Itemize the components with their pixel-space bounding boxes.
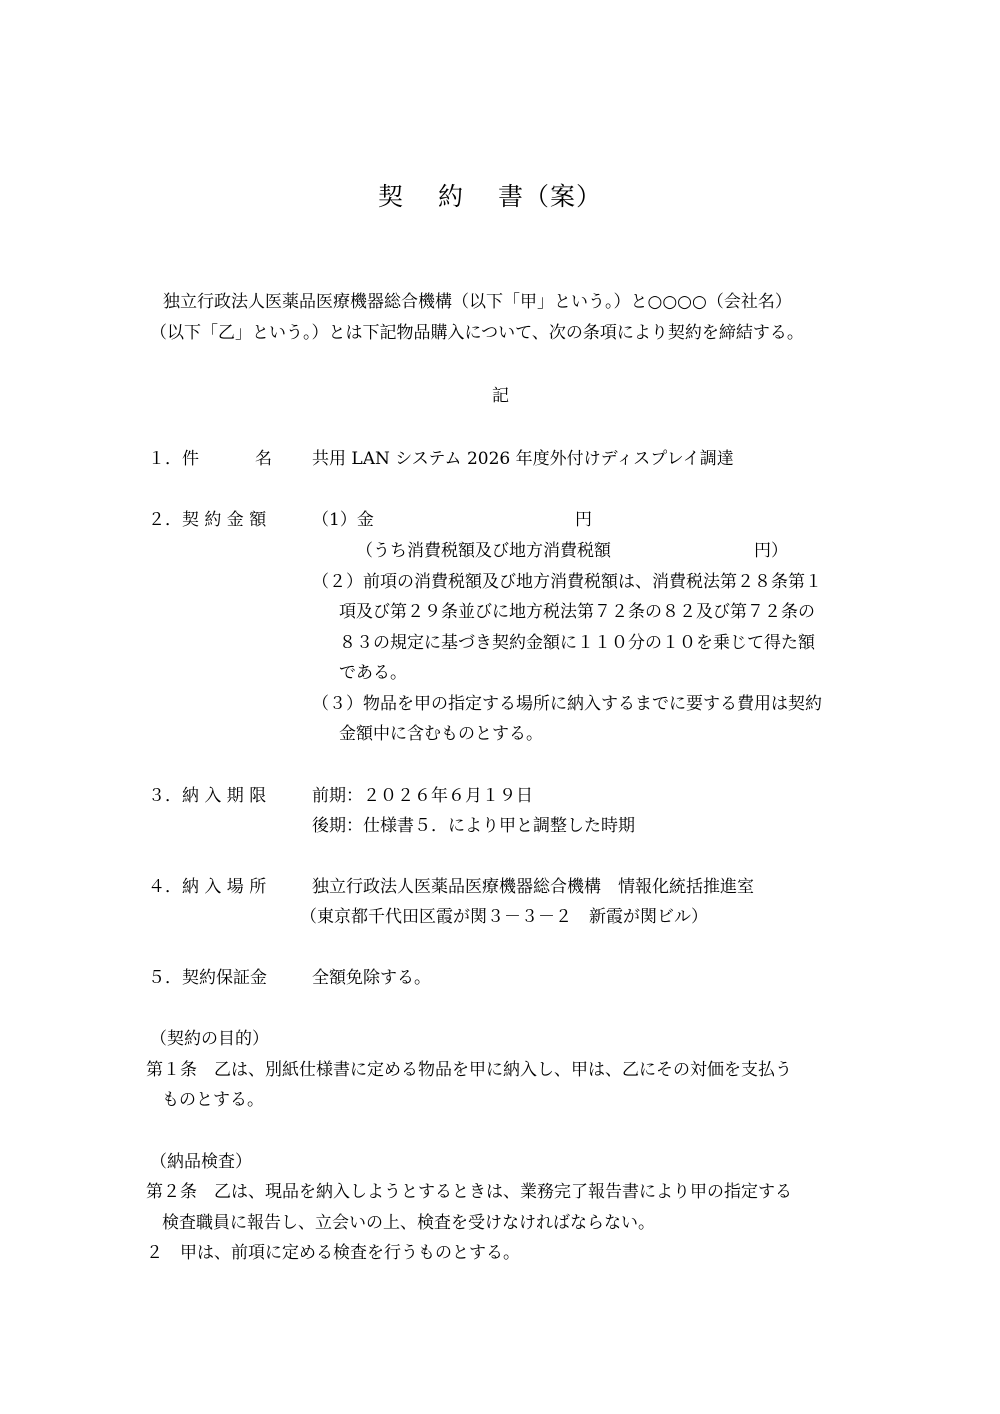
item2-para2-line1: （２）前項の消費税額及び地方消費税額は、消費税法第２８条第１ xyxy=(312,572,822,592)
article2-line2: 検査職員に報告し、立会いの上、検査を受けなければならない。 xyxy=(162,1213,655,1233)
preamble-line-2: （以下「乙」という。）とは下記物品購入について、次の条項により契約を締結する。 xyxy=(150,323,804,343)
article2-line1: 第２条 乙は、現品を納入しようとするときは、業務完了報告書により甲の指定する xyxy=(146,1182,792,1202)
article1-line2: ものとする。 xyxy=(162,1090,264,1110)
article1-heading: （契約の目的） xyxy=(150,1029,269,1049)
delivery-deadline-first: 前期：２０２６年６月１９日 xyxy=(312,786,533,806)
preamble-line-1: 独立行政法人医薬品医療機器総合機構（以下「甲」という。）と○○○○（会社名） xyxy=(163,292,792,312)
item2-para2-line2: 項及び第２９条並びに地方税法第７２条の８２及び第７２条の xyxy=(339,602,815,622)
amount-yen: 円 xyxy=(575,510,592,530)
article2-heading: （納品検査） xyxy=(150,1152,252,1172)
item1-label-b: 名 xyxy=(255,449,272,469)
ki-marker: 記 xyxy=(492,386,509,406)
title-char-3: 書（案） xyxy=(498,182,603,211)
amount-prefix: （1）金 xyxy=(312,510,374,530)
item2-para3-line1: （３）物品を甲の指定する場所に納入するまでに要する費用は契約 xyxy=(312,694,822,714)
delivery-place-line1: 独立行政法人医薬品医療機器総合機構 情報化統括推進室 xyxy=(312,877,754,897)
item3-label: ３．納 入 期 限 xyxy=(148,786,267,806)
item5-value: 全額免除する。 xyxy=(312,968,431,988)
document-title xyxy=(378,184,602,209)
item2-para3-line2: 金額中に含むものとする。 xyxy=(339,724,543,744)
tax-note: （うち消費税額及び地方消費税額 xyxy=(356,541,611,561)
item2-para2-line4: である。 xyxy=(339,663,407,683)
item2-label: ２．契 約 金 額 xyxy=(148,510,267,530)
delivery-deadline-second: 後期：仕様書５．により甲と調整した時期 xyxy=(312,816,635,836)
article1-line1: 第１条 乙は、別紙仕様書に定める物品を甲に納入し、甲は、乙にその対価を支払う xyxy=(146,1060,792,1080)
item2-para2-line3: ８３の規定に基づき契約金額に１１０分の１０を乗じて得た額 xyxy=(339,633,815,653)
item4-label: ４．納 入 場 所 xyxy=(148,877,267,897)
title-char-2: 約 xyxy=(438,182,465,211)
item1-value: 共用 LAN システム 2026 年度外付けディスプレイ調達 xyxy=(312,449,734,469)
title-char-1: 契 xyxy=(378,182,405,211)
tax-yen: 円） xyxy=(754,541,788,561)
delivery-place-line2: （東京都千代田区霞が関３－３－２ 新霞が関ビル） xyxy=(300,907,708,927)
item5-label: ５．契約保証金 xyxy=(148,968,267,988)
article2-para2: ２ 甲は、前項に定める検査を行うものとする。 xyxy=(146,1243,520,1263)
item1-label-a: １．件 xyxy=(148,449,199,469)
